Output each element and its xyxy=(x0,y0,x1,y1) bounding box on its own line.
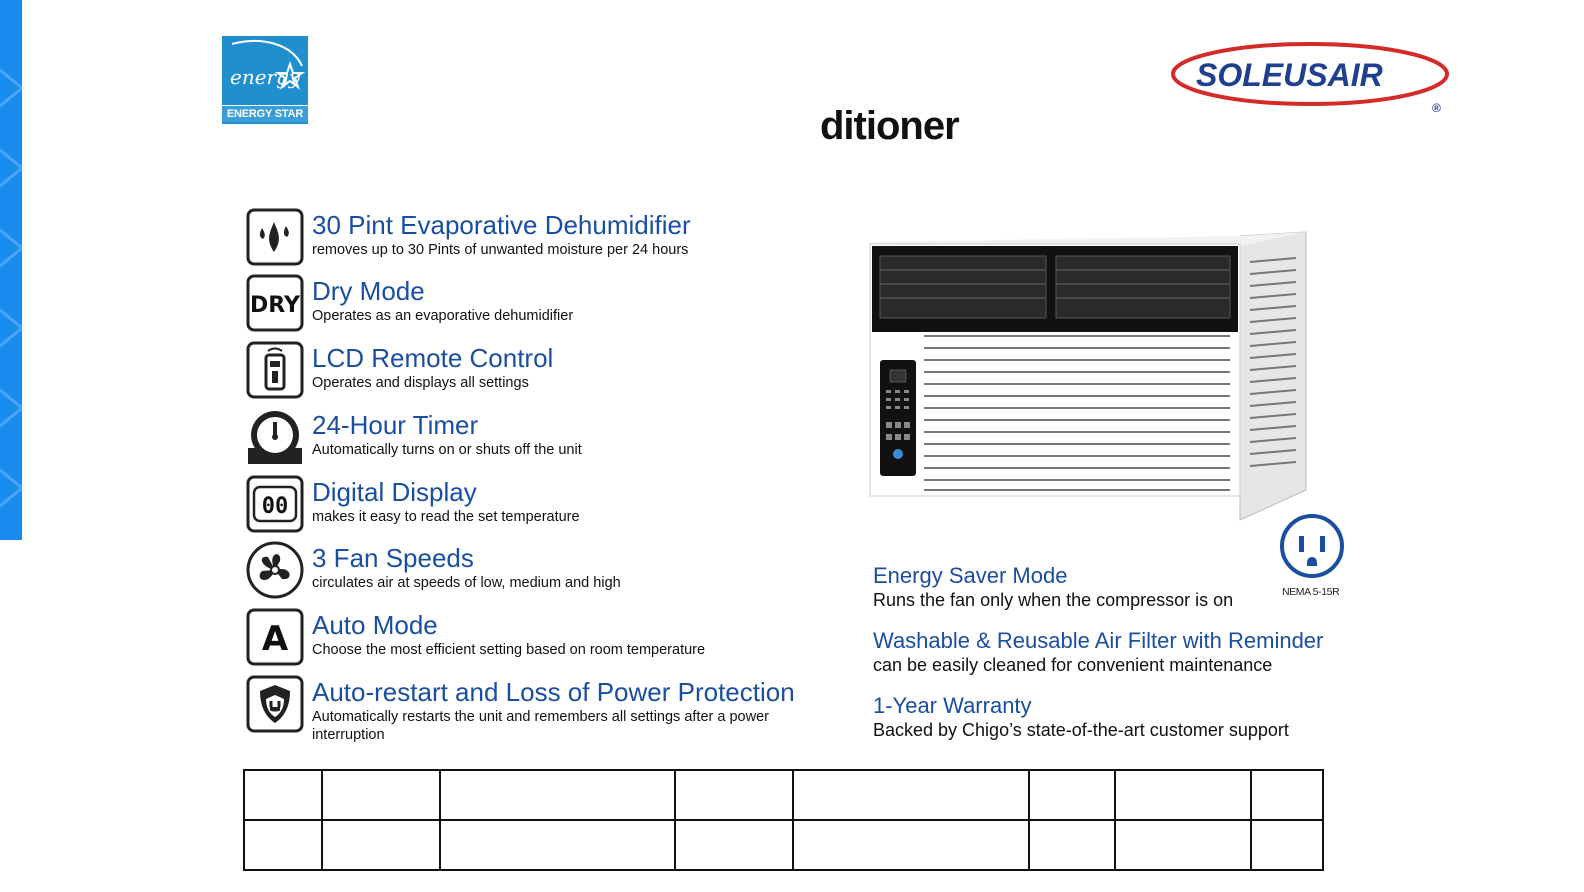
page-title: ditioner xyxy=(820,104,959,148)
feature-title: 3 Fan Speeds xyxy=(312,543,474,573)
power-shield-icon xyxy=(246,675,304,733)
feature-title: 30 Pint Evaporative Dehumidifier xyxy=(312,210,691,240)
water-drops-icon xyxy=(246,208,304,266)
extra-feature-description: can be easily cleaned for convenient maintenance xyxy=(873,655,1273,675)
feature-item xyxy=(246,675,806,743)
feature-title: Digital Display xyxy=(312,477,477,507)
table-cell xyxy=(1115,820,1251,870)
feature-description: Operates and displays all settings xyxy=(312,375,529,391)
auto-icon-text: A xyxy=(261,619,289,659)
feature-description: Choose the most efficient setting based on room temperature xyxy=(312,642,706,658)
extra-feature xyxy=(873,628,1353,676)
extra-feature-title: Washable & Reusable Air Filter with Reminder xyxy=(873,628,1324,653)
feature-description: Automatically turns on or shuts off the unit xyxy=(312,442,582,458)
spec-table xyxy=(243,769,1324,871)
table-cell xyxy=(322,770,440,820)
table-row xyxy=(244,770,1323,820)
extra-feature-description: Runs the fan only when the compressor is on xyxy=(873,590,1234,610)
feature-description: Automatically restarts the unit and remembers all settings after a power interruption xyxy=(312,709,769,743)
table-cell xyxy=(1029,820,1115,870)
table-cell xyxy=(440,820,675,870)
table-cell xyxy=(793,770,1029,820)
table-cell xyxy=(440,770,675,820)
feature-title: 24-Hour Timer xyxy=(312,410,479,440)
feature-title: Auto Mode xyxy=(312,610,438,640)
feature-title: Auto-restart and Loss of Power Protection xyxy=(312,677,795,707)
table-cell xyxy=(1115,770,1251,820)
soleus-logo-text: SOLEUSAIR xyxy=(1196,57,1383,93)
extra-feature-title: Energy Saver Mode xyxy=(873,563,1068,588)
energy-star-label: ENERGY STAR xyxy=(222,105,308,122)
digital-display-icon xyxy=(246,475,304,533)
table-cell xyxy=(1251,770,1323,820)
feature-item xyxy=(246,408,806,470)
extra-feature-description: Backed by Chigo’s state-of-the-art customer support xyxy=(873,720,1289,740)
table-cell xyxy=(322,820,440,870)
feature-title: Dry Mode xyxy=(312,276,425,306)
fan-icon xyxy=(246,541,304,599)
feature-item xyxy=(246,541,806,603)
table-cell xyxy=(1029,770,1115,820)
table-cell xyxy=(675,820,793,870)
left-accent-stripe xyxy=(0,0,22,540)
extra-feature xyxy=(873,693,1353,741)
dry-mode-icon xyxy=(246,274,304,332)
soleus-air-logo xyxy=(1170,40,1460,116)
air-conditioner-image xyxy=(866,222,1312,526)
dry-icon-text: DRY xyxy=(250,293,300,318)
extra-feature xyxy=(873,563,1353,611)
energy-star-logo xyxy=(222,36,308,124)
table-cell xyxy=(244,770,322,820)
feature-description: circulates air at speeds of low, medium and high xyxy=(312,575,621,591)
feature-item xyxy=(246,274,806,336)
energy-script-text: energy xyxy=(230,65,301,89)
feature-description: Operates as an evaporative dehumidifier xyxy=(312,308,574,324)
table-cell xyxy=(244,820,322,870)
table-cell xyxy=(675,770,793,820)
auto-mode-icon xyxy=(246,608,304,666)
nema-outlet-label: NEMA 5-15R xyxy=(1282,586,1340,598)
registered-mark: ® xyxy=(1432,101,1441,115)
feature-item xyxy=(246,341,806,403)
feature-item xyxy=(246,475,806,537)
feature-item xyxy=(246,608,806,670)
remote-control-icon xyxy=(246,341,304,399)
feature-title: LCD Remote Control xyxy=(312,343,554,373)
feature-description: makes it easy to read the set temperature xyxy=(312,509,580,525)
table-cell xyxy=(1251,820,1323,870)
display-icon-text: 00 xyxy=(261,494,289,519)
feature-description: removes up to 30 Pints of unwanted moisture per 24 hours xyxy=(312,242,689,258)
table-cell xyxy=(793,820,1029,870)
table-row xyxy=(244,820,1323,870)
extra-feature-title: 1-Year Warranty xyxy=(873,693,1032,718)
timer-icon xyxy=(246,408,304,466)
feature-item xyxy=(246,208,806,270)
